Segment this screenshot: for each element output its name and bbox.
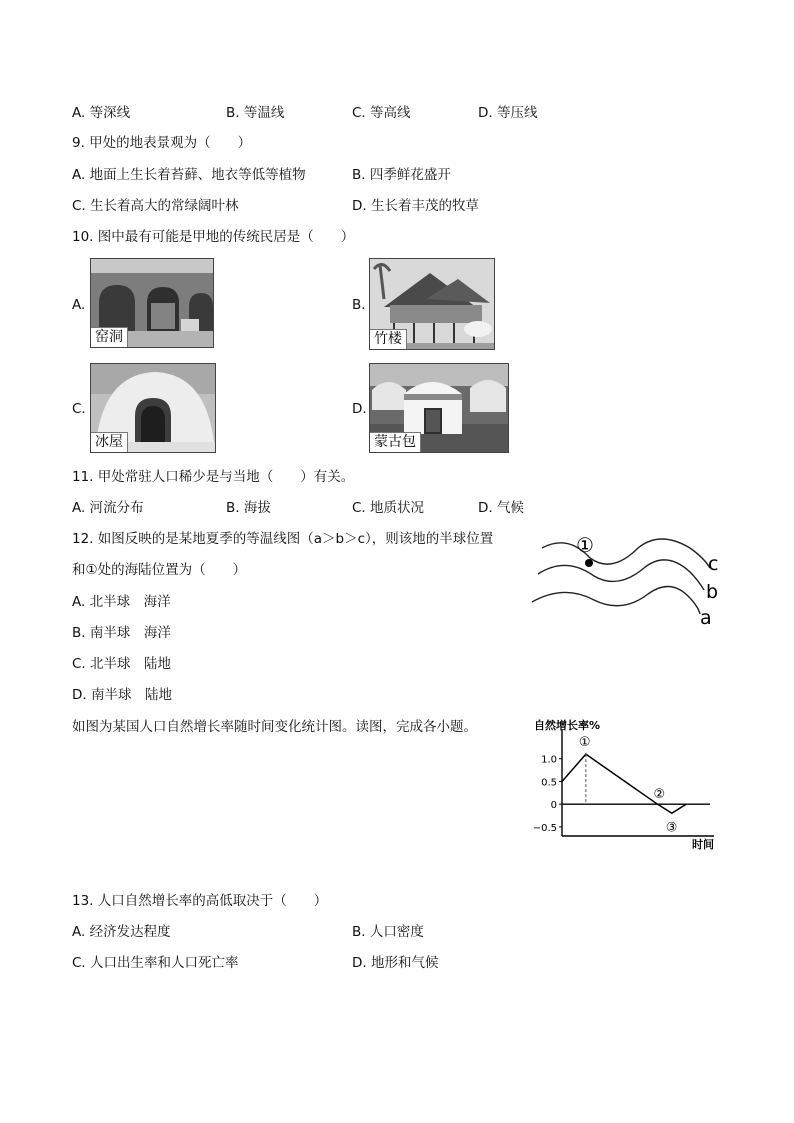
q13-stem: 13. 人口自然增长率的高低取决于（ ） <box>72 893 328 909</box>
point-label-2: ② <box>653 787 666 803</box>
q12-option-d: D. 南半球 陆地 <box>72 687 172 703</box>
yurt-caption: 蒙古包 <box>370 432 421 452</box>
yurt-photo <box>369 363 509 453</box>
q12-option-a: A. 北半球 海洋 <box>72 594 171 610</box>
isotherm-a <box>532 586 700 614</box>
q8-option-d: D. 等压线 <box>478 105 538 121</box>
isotherm-figure <box>528 528 728 628</box>
q11-option-b: B. 海拔 <box>226 500 271 516</box>
label-a: a <box>700 607 712 628</box>
q8-option-a: A. 等深线 <box>72 105 131 121</box>
q10-option-c-letter: C. <box>72 401 86 417</box>
q11-option-d: D. 气候 <box>478 500 524 516</box>
q10-option-b-letter: B. <box>352 297 366 313</box>
q9-option-c: C. 生长着高大的常绿阔叶林 <box>72 198 239 214</box>
q11-option-a: A. 河流分布 <box>72 500 144 516</box>
x-axis-label: 时间 <box>692 838 714 851</box>
igloo-caption: 冰屋 <box>91 432 128 452</box>
q12-option-c: C. 北半球 陆地 <box>72 656 172 672</box>
q12-option-b: B. 南半球 海洋 <box>72 625 171 641</box>
q11-option-c: C. 地质状况 <box>352 500 425 516</box>
point-label-3: ③ <box>665 820 678 836</box>
bamboo-house-photo <box>369 258 495 350</box>
point-1-marker: ① <box>576 533 594 557</box>
q13-option-b: B. 人口密度 <box>352 924 424 940</box>
q9-option-b: B. 四季鲜花盛开 <box>352 167 451 183</box>
isotherm-c <box>542 539 710 568</box>
q13-option-c: C. 人口出生率和人口死亡率 <box>72 955 239 971</box>
q13-option-d: D. 地形和气候 <box>352 955 439 971</box>
cave-dwelling-photo <box>90 258 214 348</box>
q8-option-b: B. 等温线 <box>226 105 285 121</box>
q10-stem: 10. 图中最有可能是甲地的传统民居是（ ） <box>72 229 355 245</box>
label-c: c <box>708 553 719 575</box>
cave-dwelling-caption: 窑洞 <box>91 327 128 347</box>
q9-option-a: A. 地面上生长着苔藓、地衣等低等植物 <box>72 167 306 183</box>
q9-stem: 9. 甲处的地表景观为（ ） <box>72 135 252 151</box>
growth-rate-chart <box>526 714 722 856</box>
igloo-photo <box>90 363 216 453</box>
q13-option-a: A. 经济发达程度 <box>72 924 171 940</box>
q10-option-d-letter: D. <box>352 401 367 417</box>
q12-stem-line1: 12. 如图反映的是某地夏季的等温线图（a＞b＞c），则该地的半球位置 <box>72 531 494 547</box>
y-tick-label: 0 <box>550 800 557 812</box>
q10-option-a-letter: A. <box>72 297 86 313</box>
y-tick-label: 1.0 <box>541 754 557 766</box>
section-intro: 如图为某国人口自然增长率随时间变化统计图。读图，完成各小题。 <box>72 719 477 735</box>
q11-stem: 11. 甲处常驻人口稀少是与当地（ ）有关。 <box>72 469 355 485</box>
point-1-dot <box>585 559 593 567</box>
label-b: b <box>706 581 719 603</box>
bamboo-house-caption: 竹楼 <box>370 329 407 349</box>
q12-stem-line2: 和①处的海陆位置为（ ） <box>72 562 247 578</box>
q8-option-c: C. 等高线 <box>352 105 411 121</box>
y-tick-label: 0.5 <box>541 777 557 789</box>
isotherm-b <box>538 560 704 590</box>
q9-option-d: D. 生长着丰茂的牧草 <box>352 198 479 214</box>
y-axis-label: 自然增长率% <box>534 719 601 732</box>
point-label-1: ① <box>578 735 591 751</box>
y-tick-label: −0.5 <box>532 822 557 834</box>
